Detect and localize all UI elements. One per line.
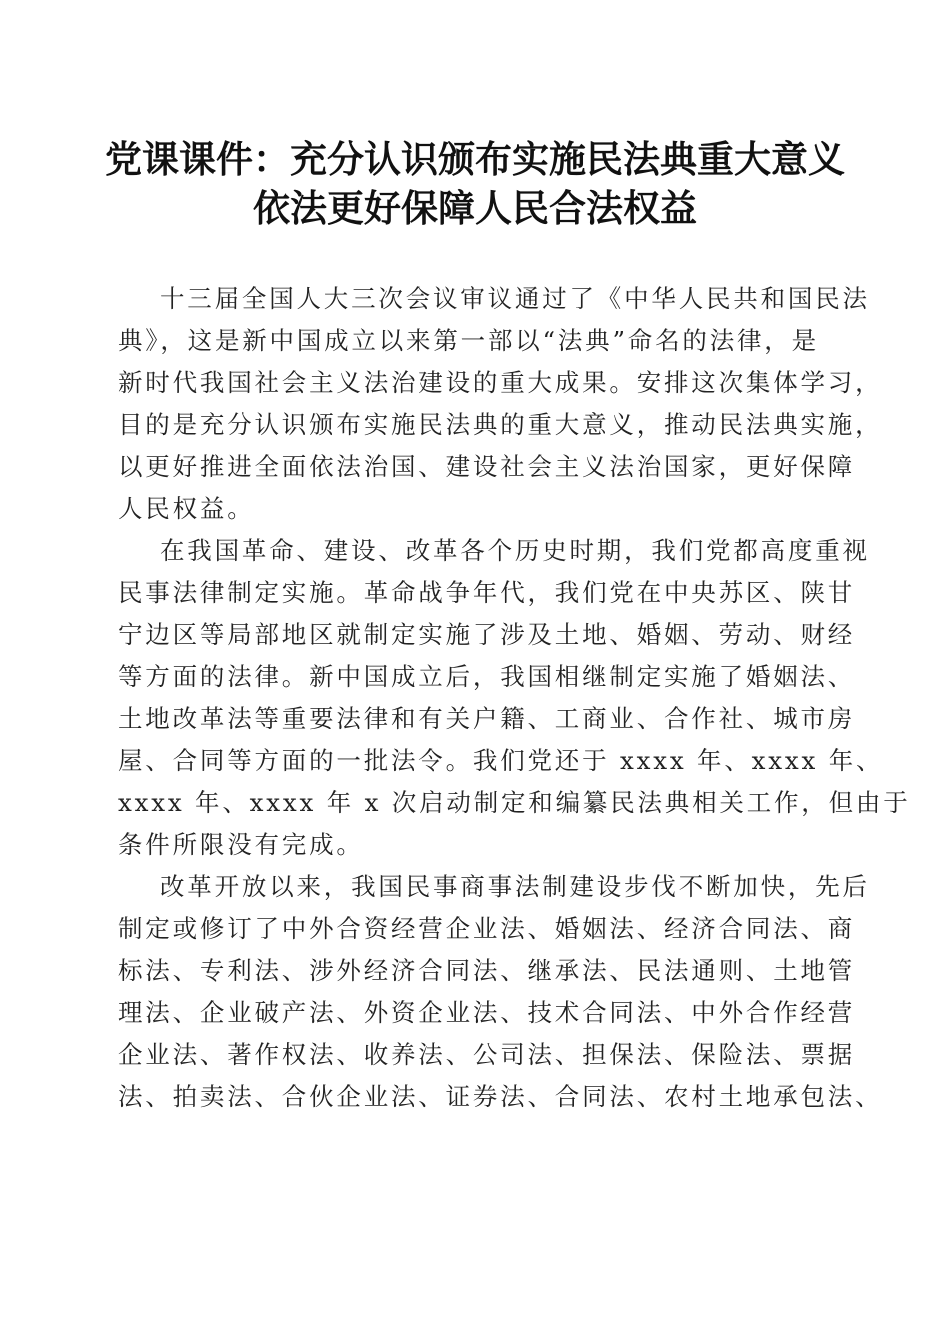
paragraph-1-line: 新时代我国社会主义法治建设的重大成果。安排这次集体学习，	[118, 368, 883, 397]
paragraph-2-line: 屋、合同等方面的一批法令。我们党还于 xxxx 年、xxxx 年、	[118, 746, 884, 775]
paragraph-3-line: 企业法、著作权法、收养法、公司法、担保法、保险法、票据	[118, 1040, 856, 1069]
paragraph-1-line: 目的是充分认识颁布实施民法典的重大意义，推动民法典实施，	[118, 410, 883, 439]
paragraph-3-line: 标法、专利法、涉外经济合同法、继承法、民法通则、土地管	[118, 956, 856, 985]
paragraph-2-line: 在我国革命、建设、改革各个历史时期，我们党都高度重视	[160, 536, 870, 565]
paragraph-1-line: 十三届全国人大三次会议审议通过了《中华人民共和国民法	[160, 284, 870, 313]
paragraph-2-line: 民事法律制定实施。革命战争年代，我们党在中央苏区、陕甘	[118, 578, 856, 607]
paragraph-2-line: 宁边区等局部地区就制定实施了涉及土地、婚姻、劳动、财经	[118, 620, 856, 649]
paragraph-1-line: 以更好推进全面依法治国、建设社会主义法治国家，更好保障	[118, 452, 856, 481]
paragraph-2-line: 等方面的法律。新中国成立后，我国相继制定实施了婚姻法、	[118, 662, 856, 691]
document-title-line-2: 依法更好保障人民合法权益	[253, 186, 697, 230]
paragraph-3-line: 制定或修订了中外合资经营企业法、婚姻法、经济合同法、商	[118, 914, 856, 943]
paragraph-3-line: 法、拍卖法、合伙企业法、证券法、合同法、农村土地承包法、	[118, 1082, 883, 1111]
paragraph-1-line: 人民权益。	[118, 494, 255, 523]
document-title-line-1: 党课课件：充分认识颁布实施民法典重大意义	[105, 137, 845, 181]
paragraph-2-line: xxxx 年、xxxx 年 x 次启动制定和编纂民法典相关工作，但由于	[118, 788, 911, 817]
paragraph-1-line: 典》，这是新中国成立以来第一部以“法典”命名的法律，是	[118, 326, 819, 355]
paragraph-3-line: 理法、企业破产法、外资企业法、技术合同法、中外合作经营	[118, 998, 856, 1027]
paragraph-3-line: 改革开放以来，我国民事商事法制建设步伐不断加快，先后	[160, 872, 870, 901]
paragraph-2-line: 条件所限没有完成。	[118, 830, 364, 859]
paragraph-2-line: 土地改革法等重要法律和有关户籍、工商业、合作社、城市房	[118, 704, 856, 733]
